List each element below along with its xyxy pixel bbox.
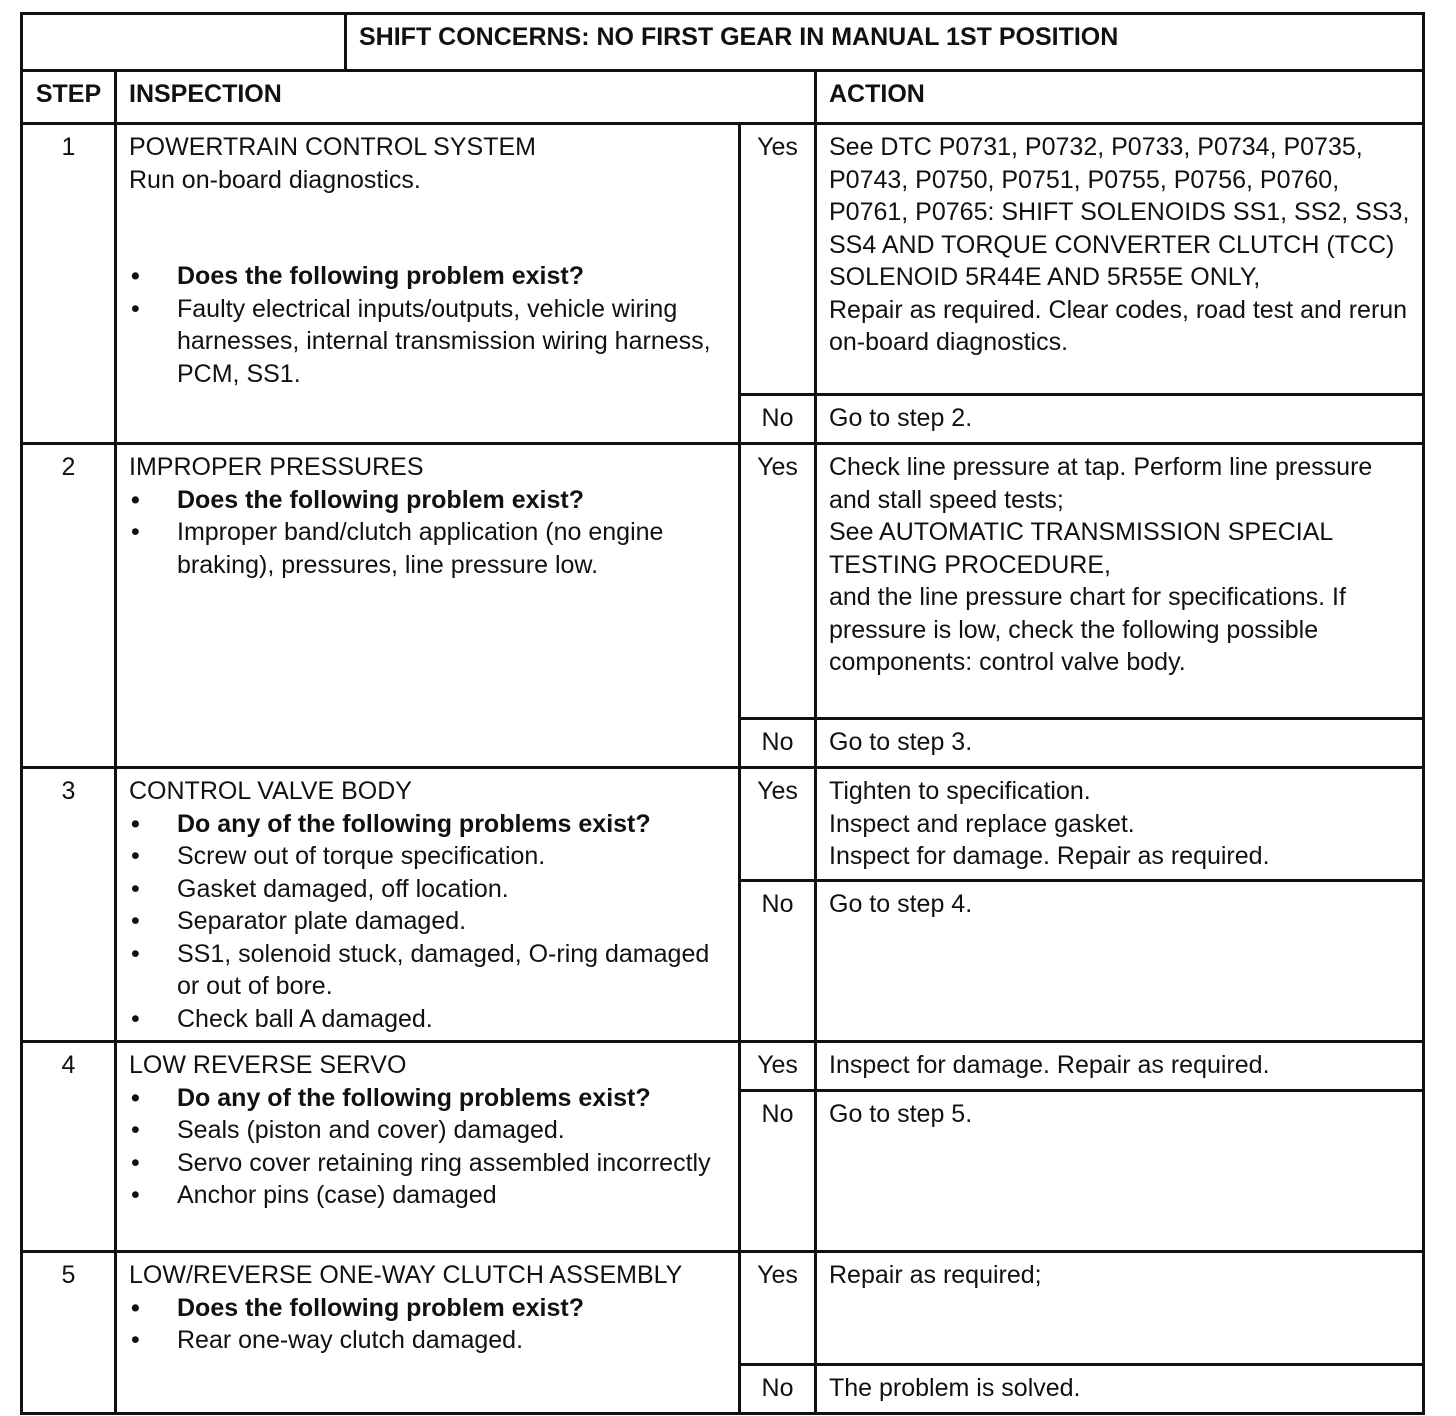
- spacer: [129, 196, 728, 260]
- no-action: Go to step 3.: [816, 719, 1424, 768]
- step-header: STEP: [22, 71, 116, 124]
- step-number: 4: [22, 1042, 116, 1252]
- action-line: Inspect for damage. Repair as required.: [829, 842, 1270, 870]
- inspection-heading: LOW REVERSE SERVO: [129, 1051, 407, 1079]
- table-row: [22, 1252, 1424, 1365]
- inspection-list: [129, 1292, 728, 1357]
- action-line: Inspect and replace gasket.: [829, 809, 1135, 838]
- no-action: Go to step 5.: [816, 1091, 1424, 1252]
- yes-label: Yes: [740, 1042, 816, 1091]
- action-line: Check line pressure at tap. Perform line pressure and stall speed tests;: [829, 453, 1373, 514]
- action-line: Repair as required. Clear codes, road test and rerun on-board diagnostics.: [829, 295, 1408, 356]
- inspection-heading: LOW/REVERSE ONE-WAY CLUTCH ASSEMBLY: [129, 1261, 683, 1289]
- inspection-list: [129, 260, 728, 390]
- action-line: See AUTOMATIC TRANSMISSION SPECIAL TESTING PROCEDURE,: [829, 518, 1333, 579]
- no-label: No: [740, 395, 816, 444]
- step-number: 3: [22, 768, 116, 1042]
- header-row: [22, 71, 1424, 124]
- list-item: • Screw out of torque specification.: [129, 840, 728, 873]
- step-number: 1: [22, 124, 116, 444]
- yes-label: Yes: [740, 444, 816, 719]
- list-item: • Rear one-way clutch damaged.: [129, 1324, 728, 1357]
- list-item: • Seals (piston and cover) damaged.: [129, 1114, 728, 1147]
- inspection-question: • Does the following problem exist?: [129, 1292, 728, 1325]
- list-item: • Check ball A damaged.: [129, 1003, 728, 1036]
- yes-action: [816, 1042, 1424, 1091]
- title-row: [22, 14, 1424, 71]
- yes-label: Yes: [740, 768, 816, 881]
- list-item: • Faulty electrical inputs/outputs, vehicle wiring harnesses, internal transmission wiring harness, PCM, SS1.: [129, 293, 728, 391]
- yes-action: [816, 1252, 1424, 1365]
- action-line: Inspect for damage. Repair as required.: [829, 1051, 1270, 1079]
- list-item: • SS1, solenoid stuck, damaged, O-ring damaged or out of bore.: [129, 938, 728, 1003]
- title-spacer: [22, 14, 346, 71]
- no-action: Go to step 4.: [816, 881, 1424, 1042]
- yes-label: Yes: [740, 1252, 816, 1365]
- action-line: Repair as required;: [829, 1261, 1042, 1289]
- table-row: [22, 768, 1424, 881]
- action-line: and the line pressure chart for specifications. If pressure is low, check the following possible components: control valve body.: [829, 583, 1346, 676]
- no-label: No: [740, 719, 816, 768]
- inspection-cell: [116, 1252, 740, 1414]
- list-item: • Separator plate damaged.: [129, 905, 728, 938]
- action-line: Tighten to specification.: [829, 777, 1091, 805]
- inspection-list: [129, 1082, 728, 1212]
- no-action: Go to step 2.: [816, 395, 1424, 444]
- inspection-question: • Do any of the following problems exist?: [129, 1082, 728, 1115]
- table-title: SHIFT CONCERNS: NO FIRST GEAR IN MANUAL 1ST POSITION: [346, 14, 1424, 71]
- list-item: • Gasket damaged, off location.: [129, 873, 728, 906]
- inspection-question: • Does the following problem exist?: [129, 260, 728, 293]
- table-row: [22, 444, 1424, 719]
- inspection-heading: IMPROPER PRESSURES: [129, 453, 424, 481]
- action-line: See DTC P0731, P0732, P0733, P0734, P0735, P0743, P0750, P0751, P0755, P0756, P0760, P0761, P0765: SHIFT SOLENOIDS SS1, SS2, SS3, SS4 AND TORQUE CONVERTER CLUTCH (TCC) SOLENOID 5R44E AND 5R55E ONLY,: [829, 133, 1410, 291]
- inspection-list: [129, 484, 728, 582]
- inspection-cell: [116, 768, 740, 1042]
- inspection-header: INSPECTION: [116, 71, 816, 124]
- table-row: [22, 124, 1424, 395]
- action-header: ACTION: [816, 71, 1424, 124]
- yes-label: Yes: [740, 124, 816, 395]
- inspection-heading: POWERTRAIN CONTROL SYSTEM: [129, 133, 536, 161]
- inspection-cell: [116, 1042, 740, 1252]
- inspection-question: • Does the following problem exist?: [129, 484, 728, 517]
- no-label: No: [740, 1091, 816, 1252]
- yes-action: [816, 444, 1424, 719]
- step-number: 5: [22, 1252, 116, 1414]
- diagnostic-table: [20, 12, 1425, 1415]
- list-item: • Servo cover retaining ring assembled incorrectly: [129, 1147, 728, 1180]
- inspection-cell: [116, 124, 740, 444]
- inspection-question: • Do any of the following problems exist?: [129, 808, 728, 841]
- no-label: No: [740, 1365, 816, 1414]
- no-label: No: [740, 881, 816, 1042]
- list-item: • Anchor pins (case) damaged: [129, 1179, 728, 1212]
- no-action: The problem is solved.: [816, 1365, 1424, 1414]
- yes-action: [816, 768, 1424, 881]
- inspection-cell: [116, 444, 740, 768]
- yes-action: [816, 124, 1424, 395]
- inspection-list: [129, 808, 728, 1036]
- inspection-heading: CONTROL VALVE BODY: [129, 777, 412, 805]
- inspection-intro: Run on-board diagnostics.: [129, 165, 421, 194]
- step-number: 2: [22, 444, 116, 768]
- list-item: • Improper band/clutch application (no engine braking), pressures, line pressure low.: [129, 516, 728, 581]
- table-row: [22, 1042, 1424, 1091]
